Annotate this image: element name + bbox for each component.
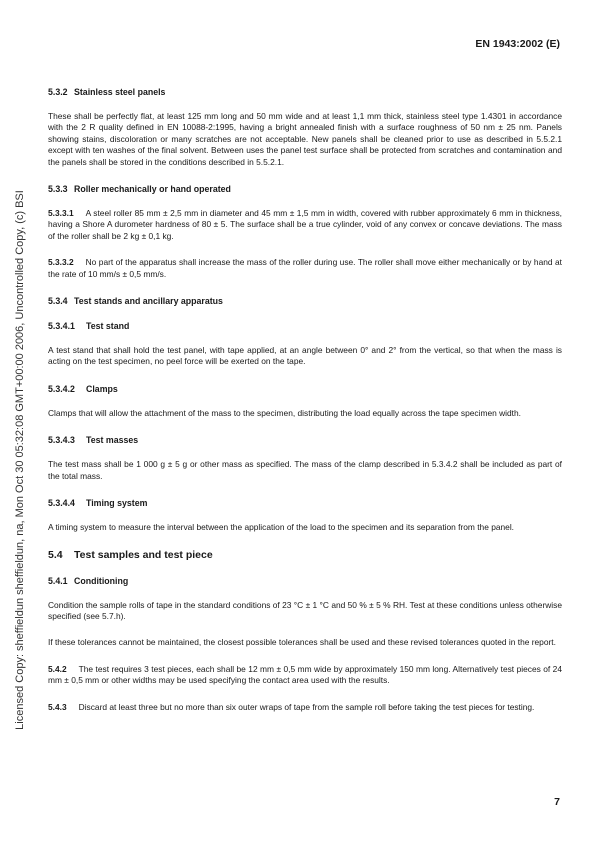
heading-5-3-4-2: 5.3.4.2 Clamps <box>48 383 118 394</box>
paragraph-5-3-4-4: A timing system to measure the interval between the application of the load to the specimen and its separation from the panel. <box>48 522 515 533</box>
heading-5-4-1: 5.4.1 Conditioning <box>48 575 129 586</box>
paragraph-5-3-4-1: A test stand that shall hold the test panel, with tape applied, at an angle between 0° and 2° from the vertical, so that when the mass is acting on the test specimen, no peel force will be exerted on the tape. <box>48 345 562 367</box>
page-number: 7 <box>554 796 560 808</box>
paragraph-5-4-3: 5.4.3 Discard at least three but no more than six outer wraps of tape from the sample roll before taking the test pieces for testing. <box>48 701 535 712</box>
license-watermark: Licensed Copy: sheffieldun sheffieldun, na, Mon Oct 30 05:32:08 GMT+00:00 2006, Uncontrolled Copy, (c) BSI <box>14 190 26 730</box>
paragraph-5-3-3-1: 5.3.3.1 A steel roller 85 mm ± 2,5 mm in diameter and 45 mm ± 1,5 mm in width, covered with rubber approximately 6 mm in thickness, having a Shore A durometer hardness of 80 ± 5. The surface shall be a true cylinder, void of any convex or concave deviations. The mass of the roller shall be 2 kg ± 0,1 kg. <box>48 208 562 241</box>
paragraph-5-3-4-3: The test mass shall be 1 000 g ± 5 g or other mass as specified. The mass of the clamp described in 5.3.4.2 shall be included as part of the total mass. <box>48 459 562 481</box>
heading-5-4: 5.4 Test samples and test piece <box>48 548 213 561</box>
heading-5-3-4-4: 5.3.4.4 Timing system <box>48 498 148 509</box>
document-code: EN 1943:2002 (E) <box>475 38 560 50</box>
page-content <box>48 86 562 728</box>
paragraph-5-4-1-a: Condition the sample rolls of tape in the standard conditions of 23 °C ± 1 °C and 50 % ± 5 % RH. Test at these conditions unless otherwise specified (see 5.7.h). <box>48 599 562 621</box>
heading-5-3-4-3: 5.3.4.3 Test masses <box>48 435 139 446</box>
paragraph-5-4-2: 5.4.2 The test requires 3 test pieces, each shall be 12 mm ± 0,5 mm wide by approximately 150 mm long. Alternatively test pieces of 24 mm ± 0,5 mm or other widths may be used specifying the contact area used with the results. <box>48 663 562 686</box>
heading-5-3-2: 5.3.2 Stainless steel panels <box>48 87 166 97</box>
paragraph-5-4-1-b: If these tolerances cannot be maintained, the closest possible tolerances shall be used and these revised tolerances quoted in the report. <box>48 637 556 648</box>
heading-5-3-4-1: 5.3.4.1 Test stand <box>48 321 130 332</box>
paragraph-5-3-2: These shall be perfectly flat, at least 125 mm long and 50 mm wide and at least 1,1 mm thick, stainless steel type 1.4301 in accordance with the 2 R quality defined in EN 10088-2:1995, having a bright annealed finish with a surface roughness of 50 nm ± 25 nm. Panels showing stains, discoloration or many scratches are not acceptable. New panels shall be cleaned prior to use as described in 5.5.2.1 except with ten washes of the final solvent. Between uses the panel test surface shall be protected from scratches and contamination and the panels shall be stored in the conditions described in 5.5.2.1. <box>48 111 562 167</box>
paragraph-5-3-4-2: Clamps that will allow the attachment of the mass to the specimen, distributing the load equally across the tape specimen width. <box>48 407 521 418</box>
heading-5-3-3: 5.3.3 Roller mechanically or hand operated <box>48 184 231 195</box>
paragraph-5-3-3-2: 5.3.3.2 No part of the apparatus shall increase the mass of the roller during use. The roller shall move either mechanically or by hand at the rate of 10 mm/s ± 0,5 mm/s. <box>48 257 562 279</box>
heading-5-3-4: 5.3.4 Test stands and ancillary apparatus <box>48 296 223 307</box>
